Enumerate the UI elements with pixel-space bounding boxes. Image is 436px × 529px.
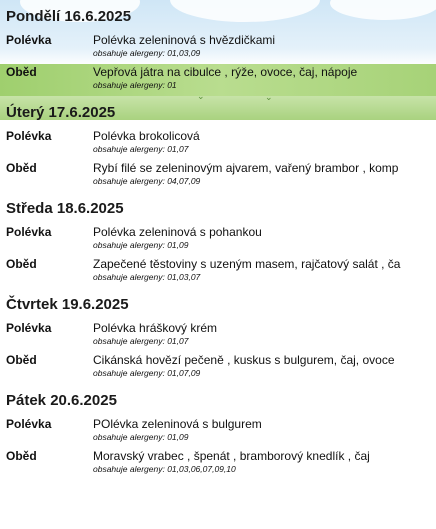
allergen-info: obsahuje alergeny: 01,03,06,07,09,10 xyxy=(93,464,236,474)
bird-decoration-icon: ⌄ xyxy=(197,91,205,101)
meal-name: Rybí filé se zeleninovým ajvarem, vařený brambor , komp xyxy=(93,161,399,175)
meal-row-lunch xyxy=(6,448,436,480)
allergen-info: obsahuje alergeny: 01,07 xyxy=(93,336,189,346)
allergen-info: obsahuje alergeny: 01,07 xyxy=(93,144,189,154)
meal-details xyxy=(93,320,436,346)
meal-type-label: Oběd xyxy=(6,257,37,271)
meal-type-label: Oběd xyxy=(6,161,37,175)
allergen-info: obsahuje alergeny: 01,03,07 xyxy=(93,272,201,282)
meal-name: Polévka brokolicová xyxy=(93,129,200,143)
meal-name: Moravský vrabec , špenát , bramborový knedlík , čaj xyxy=(93,449,370,463)
allergen-info: obsahuje alergeny: 01 xyxy=(93,80,177,90)
meal-row-lunch xyxy=(6,352,436,384)
meal-details xyxy=(93,256,436,282)
meal-details xyxy=(93,448,436,474)
meal-type-label: Polévka xyxy=(6,417,52,431)
meal-row-soup xyxy=(6,320,436,352)
meal-type-label: Oběd xyxy=(6,353,37,367)
meal-type-label: Oběd xyxy=(6,65,37,79)
day-thursday xyxy=(6,288,436,384)
day-title: Úterý 17.6.2025 xyxy=(6,104,116,121)
meal-name: Vepřová játra na cibulce , rýže, ovoce, čaj, nápoje xyxy=(93,65,358,79)
meal-name: Zapečené těstoviny s uzeným masem, rajčatový salát , ča xyxy=(93,257,401,271)
allergen-info: obsahuje alergeny: 01,07,09 xyxy=(93,368,201,378)
day-monday xyxy=(6,0,436,96)
day-title: Čtvrtek 19.6.2025 xyxy=(6,296,129,313)
meal-type-label: Polévka xyxy=(6,225,52,239)
bird-decoration-icon: ⌄ xyxy=(265,92,273,102)
allergen-info: obsahuje alergeny: 01,09 xyxy=(93,240,189,250)
meal-details xyxy=(93,64,436,90)
meal-row-lunch xyxy=(0,64,436,96)
day-title: Pondělí 16.6.2025 xyxy=(6,8,132,25)
allergen-info: obsahuje alergeny: 01,09 xyxy=(93,432,189,442)
meal-name: Polévka hráškový krém xyxy=(93,321,218,335)
meal-type-label: Polévka xyxy=(6,33,52,47)
allergen-info: obsahuje alergeny: 04,07,09 xyxy=(93,176,201,186)
meal-details xyxy=(93,160,436,186)
day-wednesday xyxy=(6,192,436,288)
day-tuesday xyxy=(6,96,436,192)
allergen-info: obsahuje alergeny: 01,03,09 xyxy=(93,48,201,58)
meal-details xyxy=(93,224,436,250)
meal-row-soup xyxy=(6,416,436,448)
day-friday xyxy=(6,384,436,480)
meal-type-label: Polévka xyxy=(6,129,52,143)
meal-row-lunch xyxy=(6,256,436,288)
meal-details xyxy=(93,352,436,378)
meal-row-soup xyxy=(6,32,436,64)
meal-row-lunch xyxy=(6,160,436,192)
meal-type-label: Polévka xyxy=(6,321,52,335)
meal-details xyxy=(93,416,436,442)
meal-name: POlévka zeleninová s bulgurem xyxy=(93,417,262,431)
meal-name: Polévka zeleninová s hvězdičkami xyxy=(93,33,276,47)
meal-name: Cikánská hovězí pečeně , kuskus s bulgurem, čaj, ovoce xyxy=(93,353,395,367)
day-title: Středa 18.6.2025 xyxy=(6,200,124,217)
meal-name: Polévka zeleninová s pohankou xyxy=(93,225,262,239)
meal-row-soup xyxy=(6,128,436,160)
meal-details xyxy=(93,128,436,154)
meal-row-soup xyxy=(6,224,436,256)
meal-details xyxy=(93,32,436,58)
meal-type-label: Oběd xyxy=(6,449,37,463)
day-title: Pátek 20.6.2025 xyxy=(6,392,117,409)
